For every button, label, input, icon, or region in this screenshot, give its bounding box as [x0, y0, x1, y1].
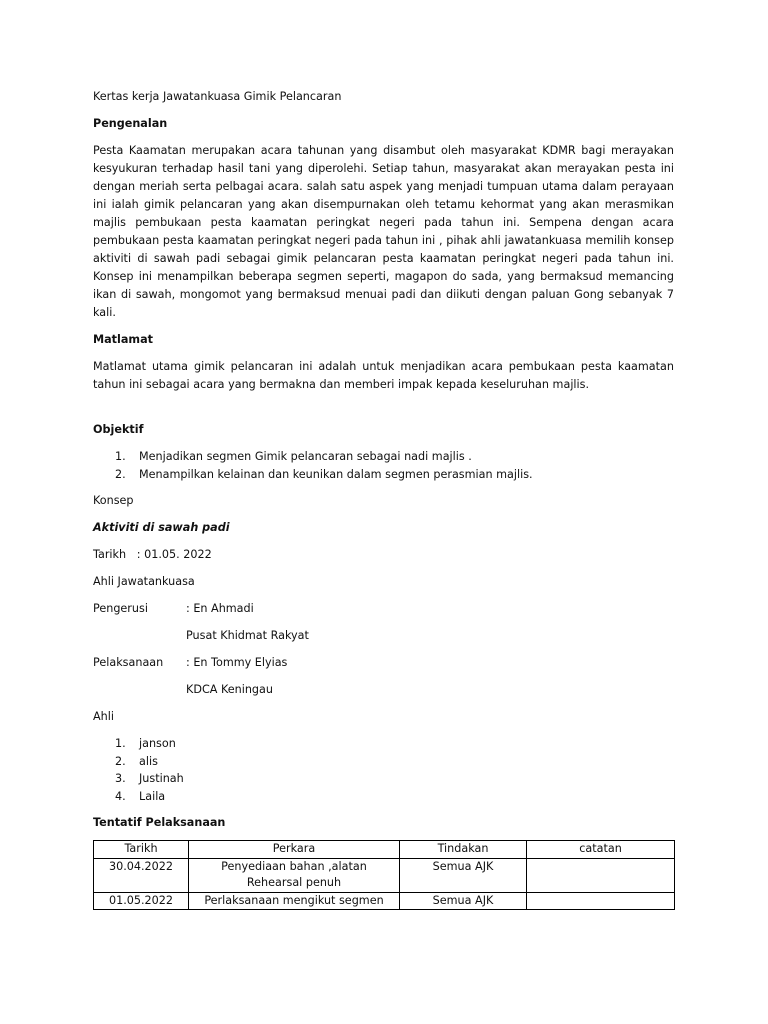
list-item [93, 448, 674, 466]
pengerusi-org: Pusat Khidmat Rakyat [186, 629, 309, 642]
column-header-tindakan: Tindakan [400, 841, 527, 859]
list-item [93, 466, 674, 484]
list-item [93, 735, 674, 753]
cell-tindakan: Semua AJK [400, 892, 527, 910]
list-number: 4. [115, 789, 126, 803]
list-item [93, 753, 674, 771]
tentatif-heading: Tentatif Pelaksanaan [93, 816, 226, 829]
konsep-label: Konsep [93, 494, 134, 507]
list-number: 2. [115, 467, 126, 481]
list-text: Menjadikan segmen Gimik pelancaran sebagai nadi majlis . [139, 450, 472, 463]
table-row [94, 858, 675, 892]
pengerusi-label: Pengerusi [93, 602, 148, 615]
objektif-list [93, 448, 674, 483]
tentatif-table [93, 840, 675, 910]
pelaksanaan-name: : En Tommy Elyias [186, 656, 288, 669]
paragraph-matlamat: Matlamat utama gimik pelancaran ini adalah untuk menjadikan acara pembukaan pesta kaamatan tahun ini sebagai acara yang bermakna dan memberi impak kepada keseluruhan majlis. [93, 360, 674, 391]
konsep-activity: Aktiviti di sawah padi [93, 521, 230, 534]
ajk-heading: Ahli Jawatankuasa [93, 575, 195, 588]
cell-perkara-line: Rehearsal penuh [246, 876, 342, 889]
section-heading-objektif: Objektif [93, 423, 144, 436]
ahli-list [93, 735, 674, 805]
column-header-catatan: catatan [527, 841, 675, 859]
paragraph-pengenalan: Pesta Kaamatan merupakan acara tahunan yang disambut oleh masyarakat KDMR bagi merayakan kesyukuran terhadap hasil tani yang diperolehi. Setiap tahun, masyarakat akan merayakan pesta ini dengan meriah serta pelbagai acara. salah satu aspek yang menjadi tumpuan utama dalam perayaan ini ialah gimik pelancaran yang akan disempurnakan oleh tetamu kehormat yang akan merasmikan majlis pembukaan pesta kaamatan peringkat negeri pada tahun ini. Sempena dengan acara pembukaan pesta kaamatan peringkat negeri pada tahun ini , pihak ahli jawatankuasa memilih konsep aktiviti di sawah padi sebagai gimik pelancaran pesta kaamatan peringkat negeri pada tahun ini. Konsep ini menampilkan beberapa segmen seperti, magapon do sada, yang bermaksud memancing ikan di sawah, mongomot yang bermaksud menuai padi dan diikuti dengan paluan Gong sebanyak 7 kali. [93, 144, 674, 319]
column-header-perkara: Perkara [189, 841, 400, 859]
ahli-heading: Ahli [93, 710, 114, 723]
list-item [93, 788, 674, 806]
column-header-tarikh: Tarikh [94, 841, 189, 859]
list-text: alis [139, 754, 158, 768]
cell-catatan [527, 892, 675, 910]
list-text: Justinah [139, 772, 184, 785]
tarikh-line [93, 546, 674, 564]
list-number: 2. [115, 754, 126, 768]
list-number: 1. [115, 737, 126, 750]
cell-tarikh: 01.05.2022 [94, 892, 189, 910]
section-heading-matlamat: Matlamat [93, 333, 153, 346]
pengerusi-row [93, 600, 674, 618]
cell-perkara-line: Perlaksanaan mengikut segmen [204, 893, 384, 907]
cell-tarikh: 30.04.2022 [94, 858, 189, 892]
cell-perkara [189, 892, 400, 910]
cell-tindakan: Semua AJK [400, 858, 527, 892]
document-title: Kertas kerja Jawatankuasa Gimik Pelancaran [93, 90, 342, 103]
pelaksanaan-label: Pelaksanaan [93, 656, 164, 669]
table-header-row [94, 841, 675, 859]
pelaksanaan-org: KDCA Keningau [186, 683, 273, 696]
list-text: janson [139, 737, 176, 750]
pengerusi-name: : En Ahmadi [186, 602, 254, 615]
section-heading-pengenalan: Pengenalan [93, 117, 168, 130]
list-text: Menampilkan kelainan dan keunikan dalam segmen perasmian majlis. [139, 467, 533, 481]
blank-line [93, 394, 674, 421]
tarikh-value: : 01.05. 2022 [126, 548, 212, 561]
cell-perkara-line: Penyediaan bahan ,alatan [221, 859, 367, 873]
table-row [94, 892, 675, 910]
list-item [93, 770, 674, 788]
pelaksanaan-row [93, 654, 674, 672]
cell-catatan [527, 858, 675, 892]
list-number: 3. [115, 772, 126, 785]
list-text: Laila [139, 789, 166, 803]
tarikh-label: Tarikh [93, 548, 127, 561]
cell-perkara [189, 858, 400, 892]
list-number: 1. [115, 450, 126, 463]
